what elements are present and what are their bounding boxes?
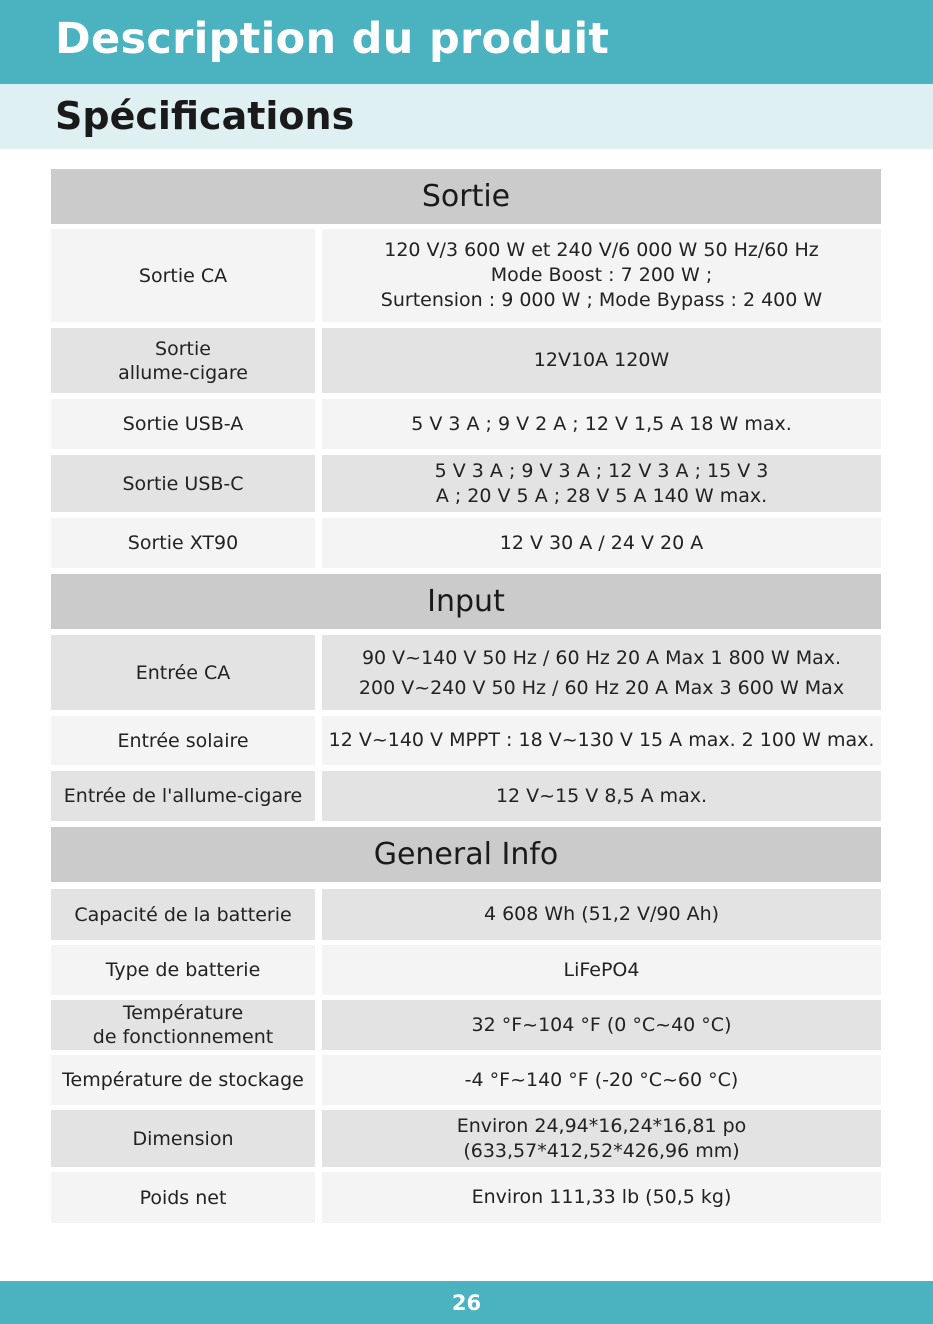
page-number: 26 <box>451 1290 482 1315</box>
table-row <box>51 1172 881 1223</box>
row-value: -4 °F~140 °F (-20 °C~60 °C) <box>322 1055 881 1105</box>
table-row <box>51 1110 881 1167</box>
row-value: 120 V/3 600 W et 240 V/6 000 W 50 Hz/60 Hz Mode Boost : 7 200 W ; Surtension : 9 000 W ; Mode Bypass : 2 400 W <box>322 229 881 322</box>
table-row <box>51 229 881 322</box>
row-value: 12 V~140 V MPPT : 18 V~130 V 15 A max. 2 100 W max. <box>322 716 881 765</box>
row-value: 90 V~140 V 50 Hz / 60 Hz 20 A Max 1 800 W Max. 200 V~240 V 50 Hz / 60 Hz 20 A Max 3 600 W Max <box>322 635 881 710</box>
row-value: 12 V~15 V 8,5 A max. <box>322 771 881 821</box>
row-value: Environ 111,33 lb (50,5 kg) <box>322 1172 881 1223</box>
row-value: 12V10A 120W <box>322 328 881 393</box>
row-label: Température de stockage <box>51 1055 315 1105</box>
table-row <box>51 399 881 449</box>
row-label: Sortie XT90 <box>51 518 315 568</box>
row-value: 4 608 Wh (51,2 V/90 Ah) <box>322 889 881 940</box>
row-label: Sortie USB-C <box>51 455 315 512</box>
row-label: Poids net <box>51 1172 315 1223</box>
row-label: Entrée de l'allume-cigare <box>51 771 315 821</box>
table-row <box>51 518 881 568</box>
table-row <box>51 889 881 940</box>
table-row <box>51 1000 881 1050</box>
subheader-band <box>0 84 933 149</box>
table-row <box>51 945 881 995</box>
section-heading-output: Sortie <box>51 169 881 224</box>
header-band <box>0 0 933 84</box>
row-value: 5 V 3 A ; 9 V 3 A ; 12 V 3 A ; 15 V 3 A ; 20 V 5 A ; 28 V 5 A 140 W max. <box>322 455 881 512</box>
row-label: Entrée solaire <box>51 716 315 765</box>
page-title: Description du produit <box>55 14 610 64</box>
row-label: Entrée CA <box>51 635 315 710</box>
footer-band <box>0 1281 933 1324</box>
table-row <box>51 635 881 710</box>
row-label: Sortie allume-cigare <box>51 328 315 393</box>
row-label: Capacité de la batterie <box>51 889 315 940</box>
section-heading-input: Input <box>51 574 881 629</box>
row-value: Environ 24,94*16,24*16,81 po (633,57*412,52*426,96 mm) <box>322 1110 881 1167</box>
table-row <box>51 455 881 512</box>
table-row <box>51 716 881 765</box>
section-title: Spécifications <box>55 94 355 138</box>
row-label: Type de batterie <box>51 945 315 995</box>
row-label: Dimension <box>51 1110 315 1167</box>
row-value: 32 °F~104 °F (0 °C~40 °C) <box>322 1000 881 1050</box>
row-label: Sortie USB-A <box>51 399 315 449</box>
row-value: 5 V 3 A ; 9 V 2 A ; 12 V 1,5 A 18 W max. <box>322 399 881 449</box>
row-label: Température de fonctionnement <box>51 1000 315 1050</box>
row-label: Sortie CA <box>51 229 315 322</box>
table-row <box>51 328 881 393</box>
section-heading-general: General Info <box>51 827 881 882</box>
row-value: LiFePO4 <box>322 945 881 995</box>
row-value: 12 V 30 A / 24 V 20 A <box>322 518 881 568</box>
table-row <box>51 1055 881 1105</box>
table-row <box>51 771 881 821</box>
